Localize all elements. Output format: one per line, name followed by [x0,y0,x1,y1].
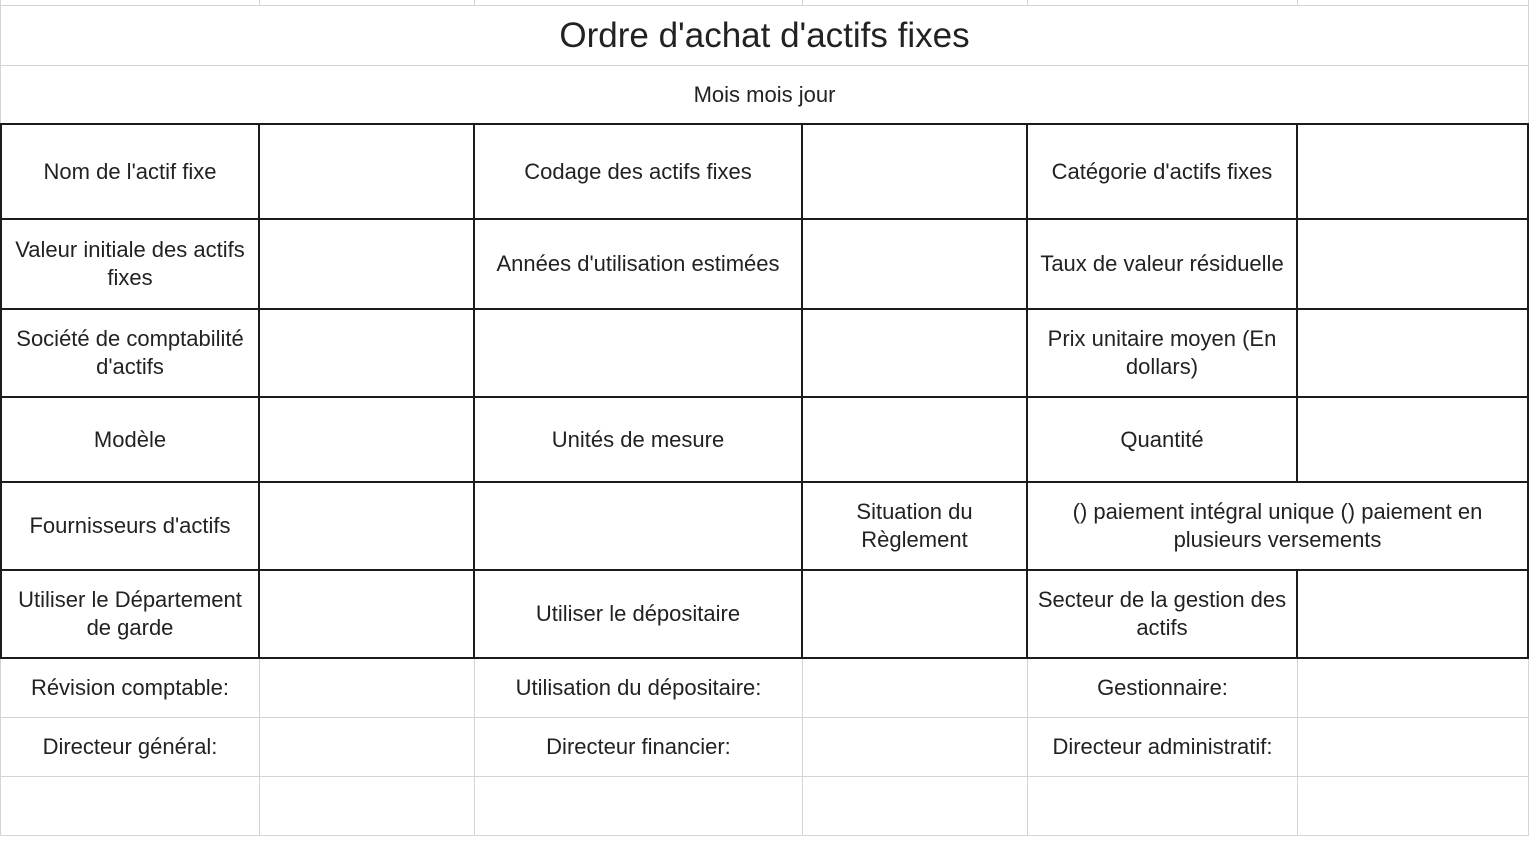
empty-cell[interactable] [475,777,802,835]
manager-label: Gestionnaire: [1097,675,1228,700]
management-sector-input[interactable] [1298,571,1527,657]
custodian-use-label: Utilisation du dépositaire: [515,675,762,700]
empty-cell[interactable] [1298,777,1528,835]
general-director-input[interactable] [260,718,474,776]
administrative-director-label: Directeur administratif: [1052,734,1273,759]
quantity-input[interactable] [1298,398,1527,481]
custody-department-input[interactable] [260,571,473,657]
empty-cell[interactable] [260,777,474,835]
financial-director-label: Directeur financier: [546,734,731,759]
estimated-years-label: Années d'utilisation estimées [496,251,780,276]
empty-cell[interactable] [803,310,1026,396]
custodian-label: Utiliser le dépositaire [535,601,741,626]
empty-cell[interactable] [1028,777,1297,835]
custody-department-label: Utiliser le Département de garde [18,587,242,640]
asset-category-label: Catégorie d'actifs fixes [1051,158,1273,184]
empty-cell[interactable] [803,777,1027,835]
asset-name-input[interactable] [260,125,473,218]
custodian-use-input[interactable] [803,659,1027,717]
model-label: Modèle [93,426,167,452]
asset-coding-label: Codage des actifs fixes [524,158,752,184]
manager-input[interactable] [1298,659,1528,717]
units-input[interactable] [803,398,1026,481]
average-unit-price-label: Prix unitaire moyen (En dollars) [1047,326,1277,379]
administrative-director-input[interactable] [1298,718,1528,776]
average-unit-price-input[interactable] [1298,310,1527,396]
asset-coding-input[interactable] [803,125,1026,218]
financial-director-input[interactable] [803,718,1027,776]
form-date: Mois mois jour [693,81,836,107]
model-input[interactable] [260,398,473,481]
initial-value-label: Valeur initiale des actifs fixes [15,237,245,290]
general-director-label: Directeur général: [42,734,218,759]
form-title: Ordre d'achat d'actifs fixes [559,15,970,55]
payment-status-label: Situation du Règlement [856,499,973,552]
quantity-label: Quantité [1120,426,1204,452]
asset-category-input[interactable] [1298,125,1527,218]
accounting-company-label: Société de comptabilité d'actifs [16,326,244,379]
accounting-review-input[interactable] [260,659,474,717]
estimated-years-input[interactable] [803,220,1026,308]
suppliers-input[interactable] [260,483,473,569]
management-sector-label: Secteur de la gestion des actifs [1037,587,1287,640]
payment-options[interactable]: () paiement intégral unique () paiement en plusieurs versements [1072,499,1483,552]
empty-cell[interactable] [1,777,259,835]
initial-value-input[interactable] [260,220,473,308]
accounting-review-label: Révision comptable: [30,675,230,700]
residual-rate-input[interactable] [1298,220,1527,308]
suppliers-label: Fournisseurs d'actifs [29,513,231,538]
units-label: Unités de mesure [551,426,725,452]
empty-cell[interactable] [475,483,801,569]
accounting-company-input[interactable] [260,310,473,396]
empty-cell[interactable] [475,310,801,396]
gridline [0,835,1529,836]
custodian-input[interactable] [803,571,1026,657]
asset-name-label: Nom de l'actif fixe [43,158,217,184]
residual-rate-label: Taux de valeur résiduelle [1040,251,1284,276]
